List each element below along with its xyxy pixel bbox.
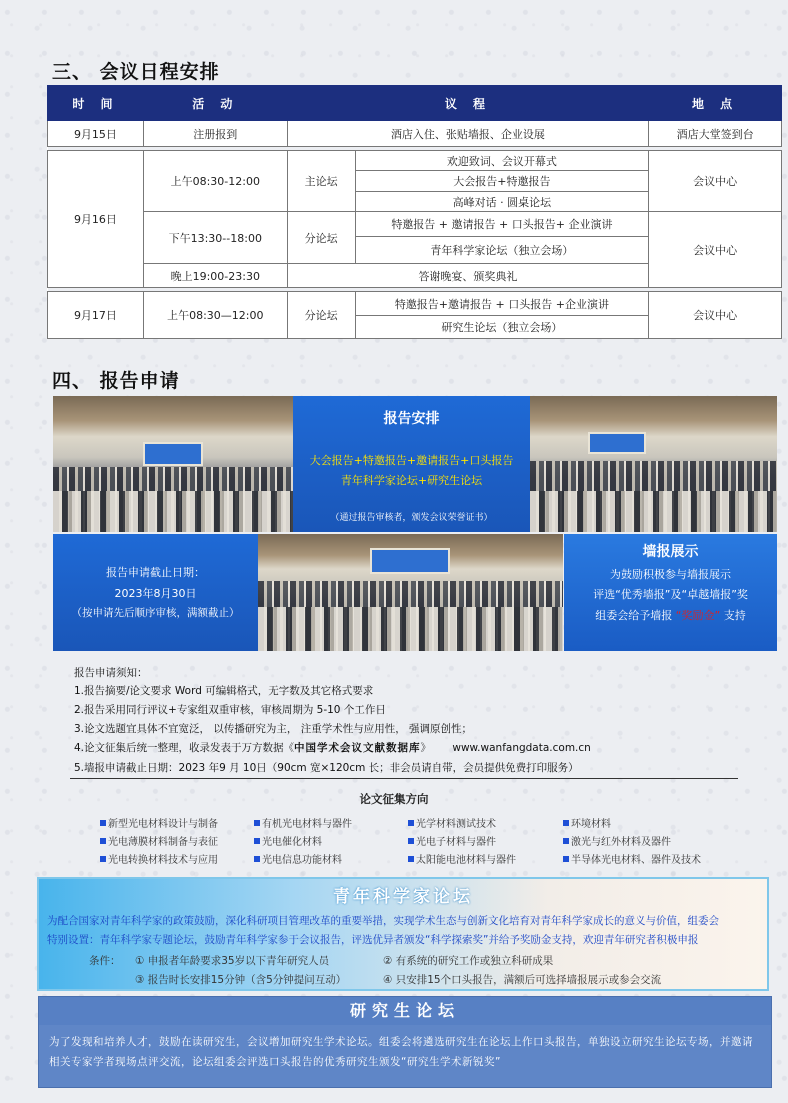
cell-place: 会议中心: [649, 212, 782, 288]
poster-line2: 评选“优秀墙报”及“卓越墙报”奖: [593, 588, 748, 601]
conference-photo: [258, 534, 563, 651]
cell-time: 上午08:30—12:00: [143, 292, 287, 339]
notice-item: 1.报告摘要/论文要求 Word 可编辑格式，无字数及其它格式要求: [74, 685, 374, 697]
direction-item: [100, 833, 218, 848]
young-cond-4: ④ 只安排15个口头报告，满额后可选择墙报展示或参会交流: [383, 974, 662, 986]
cell-agenda: 酒店入住、张贴墙报、企业设展: [287, 121, 648, 147]
conference-photo: [53, 396, 294, 532]
schedule-table: [47, 85, 782, 339]
cell-agenda: 青年科学家论坛（独立会场）: [355, 237, 649, 264]
cell-agenda: 研究生论坛（独立会场）: [355, 316, 649, 339]
cell-place: 会议中心: [649, 292, 782, 339]
cell-agenda: 欢迎致词、会议开幕式: [355, 151, 649, 171]
cell-date: 9月15日: [48, 121, 144, 147]
conference-photo: [530, 396, 777, 532]
table-row: [48, 212, 782, 237]
graduate-forum-title: 研究生论坛: [39, 997, 771, 1025]
direction-item: [254, 851, 342, 866]
report-arrangement-box: [293, 396, 530, 532]
direction-label: 光电子材料与器件: [416, 837, 496, 848]
direction-item: [408, 815, 496, 830]
cell-place: 酒店大堂签到台: [649, 121, 782, 147]
arrangement-line1: 大会报告+特邀报告+邀请报告+口头报告: [309, 454, 514, 467]
young-cond-3: ③ 报告时长安排15分钟（含5分钟提问互动）: [135, 974, 347, 986]
deadline-line3: （按申请先后顺序审核，满额截止）: [71, 607, 240, 619]
notice-item: 5.墙报申请截止日期：2023 年9 月 10日（90cm 宽×120cm 长；非会员请自带，会员提供免费打印服务）: [74, 762, 579, 774]
cell-agenda: 大会报告+特邀报告: [355, 171, 649, 192]
col-agenda-header: 议 程: [287, 86, 648, 121]
arrangement-line2: 青年科学家论坛+研究生论坛: [340, 474, 483, 487]
report-heading: 四、 报告申请: [52, 370, 180, 392]
direction-label: 光学材料测试技术: [416, 819, 496, 830]
table-row: [48, 121, 782, 147]
direction-label: 光电转换材料技术与应用: [108, 855, 218, 866]
bullet-square-icon: [408, 838, 414, 844]
notice-url[interactable]: www.wanfangdata.com.cn: [452, 742, 591, 754]
direction-item: [408, 851, 516, 866]
notice-item4-pre: 4.论文征集后统一整理，收录发表于万方数据《: [74, 742, 295, 754]
schedule-header-row: [48, 86, 782, 121]
direction-label: 激光与红外材料及器件: [571, 837, 671, 848]
direction-label: 环境材料: [571, 819, 611, 830]
divider: [70, 778, 738, 779]
bullet-square-icon: [100, 838, 106, 844]
col-time-header: 时 间: [48, 86, 144, 121]
poster-line1: 为鼓励积极参与墙报展示: [610, 568, 731, 581]
young-forum-para1: 为配合国家对青年科学家的政策鼓励，深化科研项目管理改革的重要举措，实现学术生态与创新文化培育对青年科学家成长的意义与价值，组委会: [47, 915, 719, 927]
direction-item: [563, 833, 671, 848]
notice-title: 报告申请须知：: [74, 667, 148, 679]
direction-label: 新型光电材料设计与制备: [108, 819, 218, 830]
cell-type: 分论坛: [287, 292, 355, 339]
direction-item: [563, 815, 611, 830]
cell-place: 会议中心: [649, 151, 782, 212]
deadline-line1: 报告申请截止日期：: [106, 566, 205, 579]
poster-line3: [564, 607, 777, 623]
bullet-square-icon: [100, 856, 106, 862]
young-cond-2: ② 有系统的研究工作或独立科研成果: [383, 955, 554, 967]
direction-item: [563, 851, 701, 866]
direction-item: [254, 833, 322, 848]
bullet-square-icon: [100, 820, 106, 826]
direction-item: [100, 851, 218, 866]
directions-title: 论文征集方向: [359, 792, 429, 806]
direction-label: 光电薄膜材料制备与表征: [108, 837, 218, 848]
poster-reward: “奖励金”: [675, 609, 721, 622]
graduate-forum-para: 为了发现和培养人才，鼓励在读研究生，会议增加研究生学术论坛。组委会将遴选研究生在论坛上作口头报告，单独设立研究生论坛专场，并邀请相关专家学者现场点评交流，论坛组委会评选口头报告的优秀研究生颁发“研究生学术新锐奖”: [49, 1036, 753, 1068]
notice-item: 3.论文选题宜具体不宜宽泛， 以传播研究为主， 注重学术性与应用性， 强调原创性；: [74, 723, 473, 735]
direction-label: 半导体光电材料、器件及技术: [571, 855, 701, 866]
arrangement-note: （通过报告审核者，颁发会议荣誉证书）: [330, 513, 493, 523]
notice-item4-post: 》: [420, 742, 432, 754]
table-row: [48, 292, 782, 316]
col-place-header: 地 点: [649, 86, 782, 121]
cell-agenda: 高峰对话 · 圆桌论坛: [355, 192, 649, 212]
deadline-line2: 2023年8月30日: [114, 587, 197, 600]
young-forum-title: 青年科学家论坛: [333, 887, 473, 907]
cell-agenda: 特邀报告+邀请报告 + 口头报告 +企业演讲: [355, 292, 649, 316]
cell-time: 上午08:30-12:00: [143, 151, 287, 212]
notice-item: [74, 739, 591, 758]
graduate-forum: [38, 996, 772, 1088]
bullet-square-icon: [563, 838, 569, 844]
schedule-heading: 三、 会议日程安排: [52, 61, 220, 83]
bullet-square-icon: [408, 856, 414, 862]
cell-date: 9月17日: [48, 292, 144, 339]
poster-line3-a: 组委会给予墙报: [595, 609, 673, 622]
bullet-square-icon: [408, 820, 414, 826]
bullet-square-icon: [563, 856, 569, 862]
direction-item: [100, 815, 218, 830]
poster-line3-c: 支持: [723, 609, 746, 622]
notice-item: 2.报告采用同行评议+专家组双重审核，审核周期为 5-10 个工作日: [74, 704, 386, 716]
cell-agenda: 特邀报告 + 邀请报告 + 口头报告+ 企业演讲: [355, 212, 649, 237]
col-activity-header: 活 动: [143, 86, 287, 121]
cell-agenda: 答谢晚宴、颁奖典礼: [287, 264, 648, 288]
direction-item: [408, 833, 496, 848]
direction-label: 光电催化材料: [262, 837, 322, 848]
direction-label: 有机光电材料与器件: [262, 819, 352, 830]
direction-item: [254, 815, 352, 830]
notice-database-name: 中国学术会议文献数据库: [294, 742, 421, 754]
cell-time: 下午13:30--18:00: [143, 212, 287, 264]
direction-label: 光电信息功能材料: [262, 855, 342, 866]
bullet-square-icon: [254, 838, 260, 844]
cell-type: 分论坛: [287, 212, 355, 264]
arrangement-title: 报告安排: [383, 411, 440, 427]
young-forum-para2: 特别设置：青年科学家专题论坛，鼓励青年科学家参于会议报告，评选优异者颁发“科学探索奖”并给予奖励金支持，欢迎青年研究者积极申报: [47, 934, 699, 946]
bullet-square-icon: [563, 820, 569, 826]
young-cond-label: 条件：: [89, 955, 121, 967]
cell-time: 晚上19:00-23:30: [143, 264, 287, 288]
poster-title: 墙报展示: [642, 544, 699, 560]
poster-box: [564, 534, 777, 651]
deadline-box: [53, 534, 258, 651]
table-row: [48, 151, 782, 171]
cell-type: 主论坛: [287, 151, 355, 212]
young-scientist-forum: [37, 877, 769, 991]
bullet-square-icon: [254, 820, 260, 826]
direction-label: 太阳能电池材料与器件: [416, 855, 516, 866]
cell-date: 9月16日: [48, 151, 144, 288]
young-cond-1: ① 申报者年龄要求35岁以下青年研究人员: [135, 955, 330, 967]
cell-activity: 注册报到: [143, 121, 287, 147]
bullet-square-icon: [254, 856, 260, 862]
